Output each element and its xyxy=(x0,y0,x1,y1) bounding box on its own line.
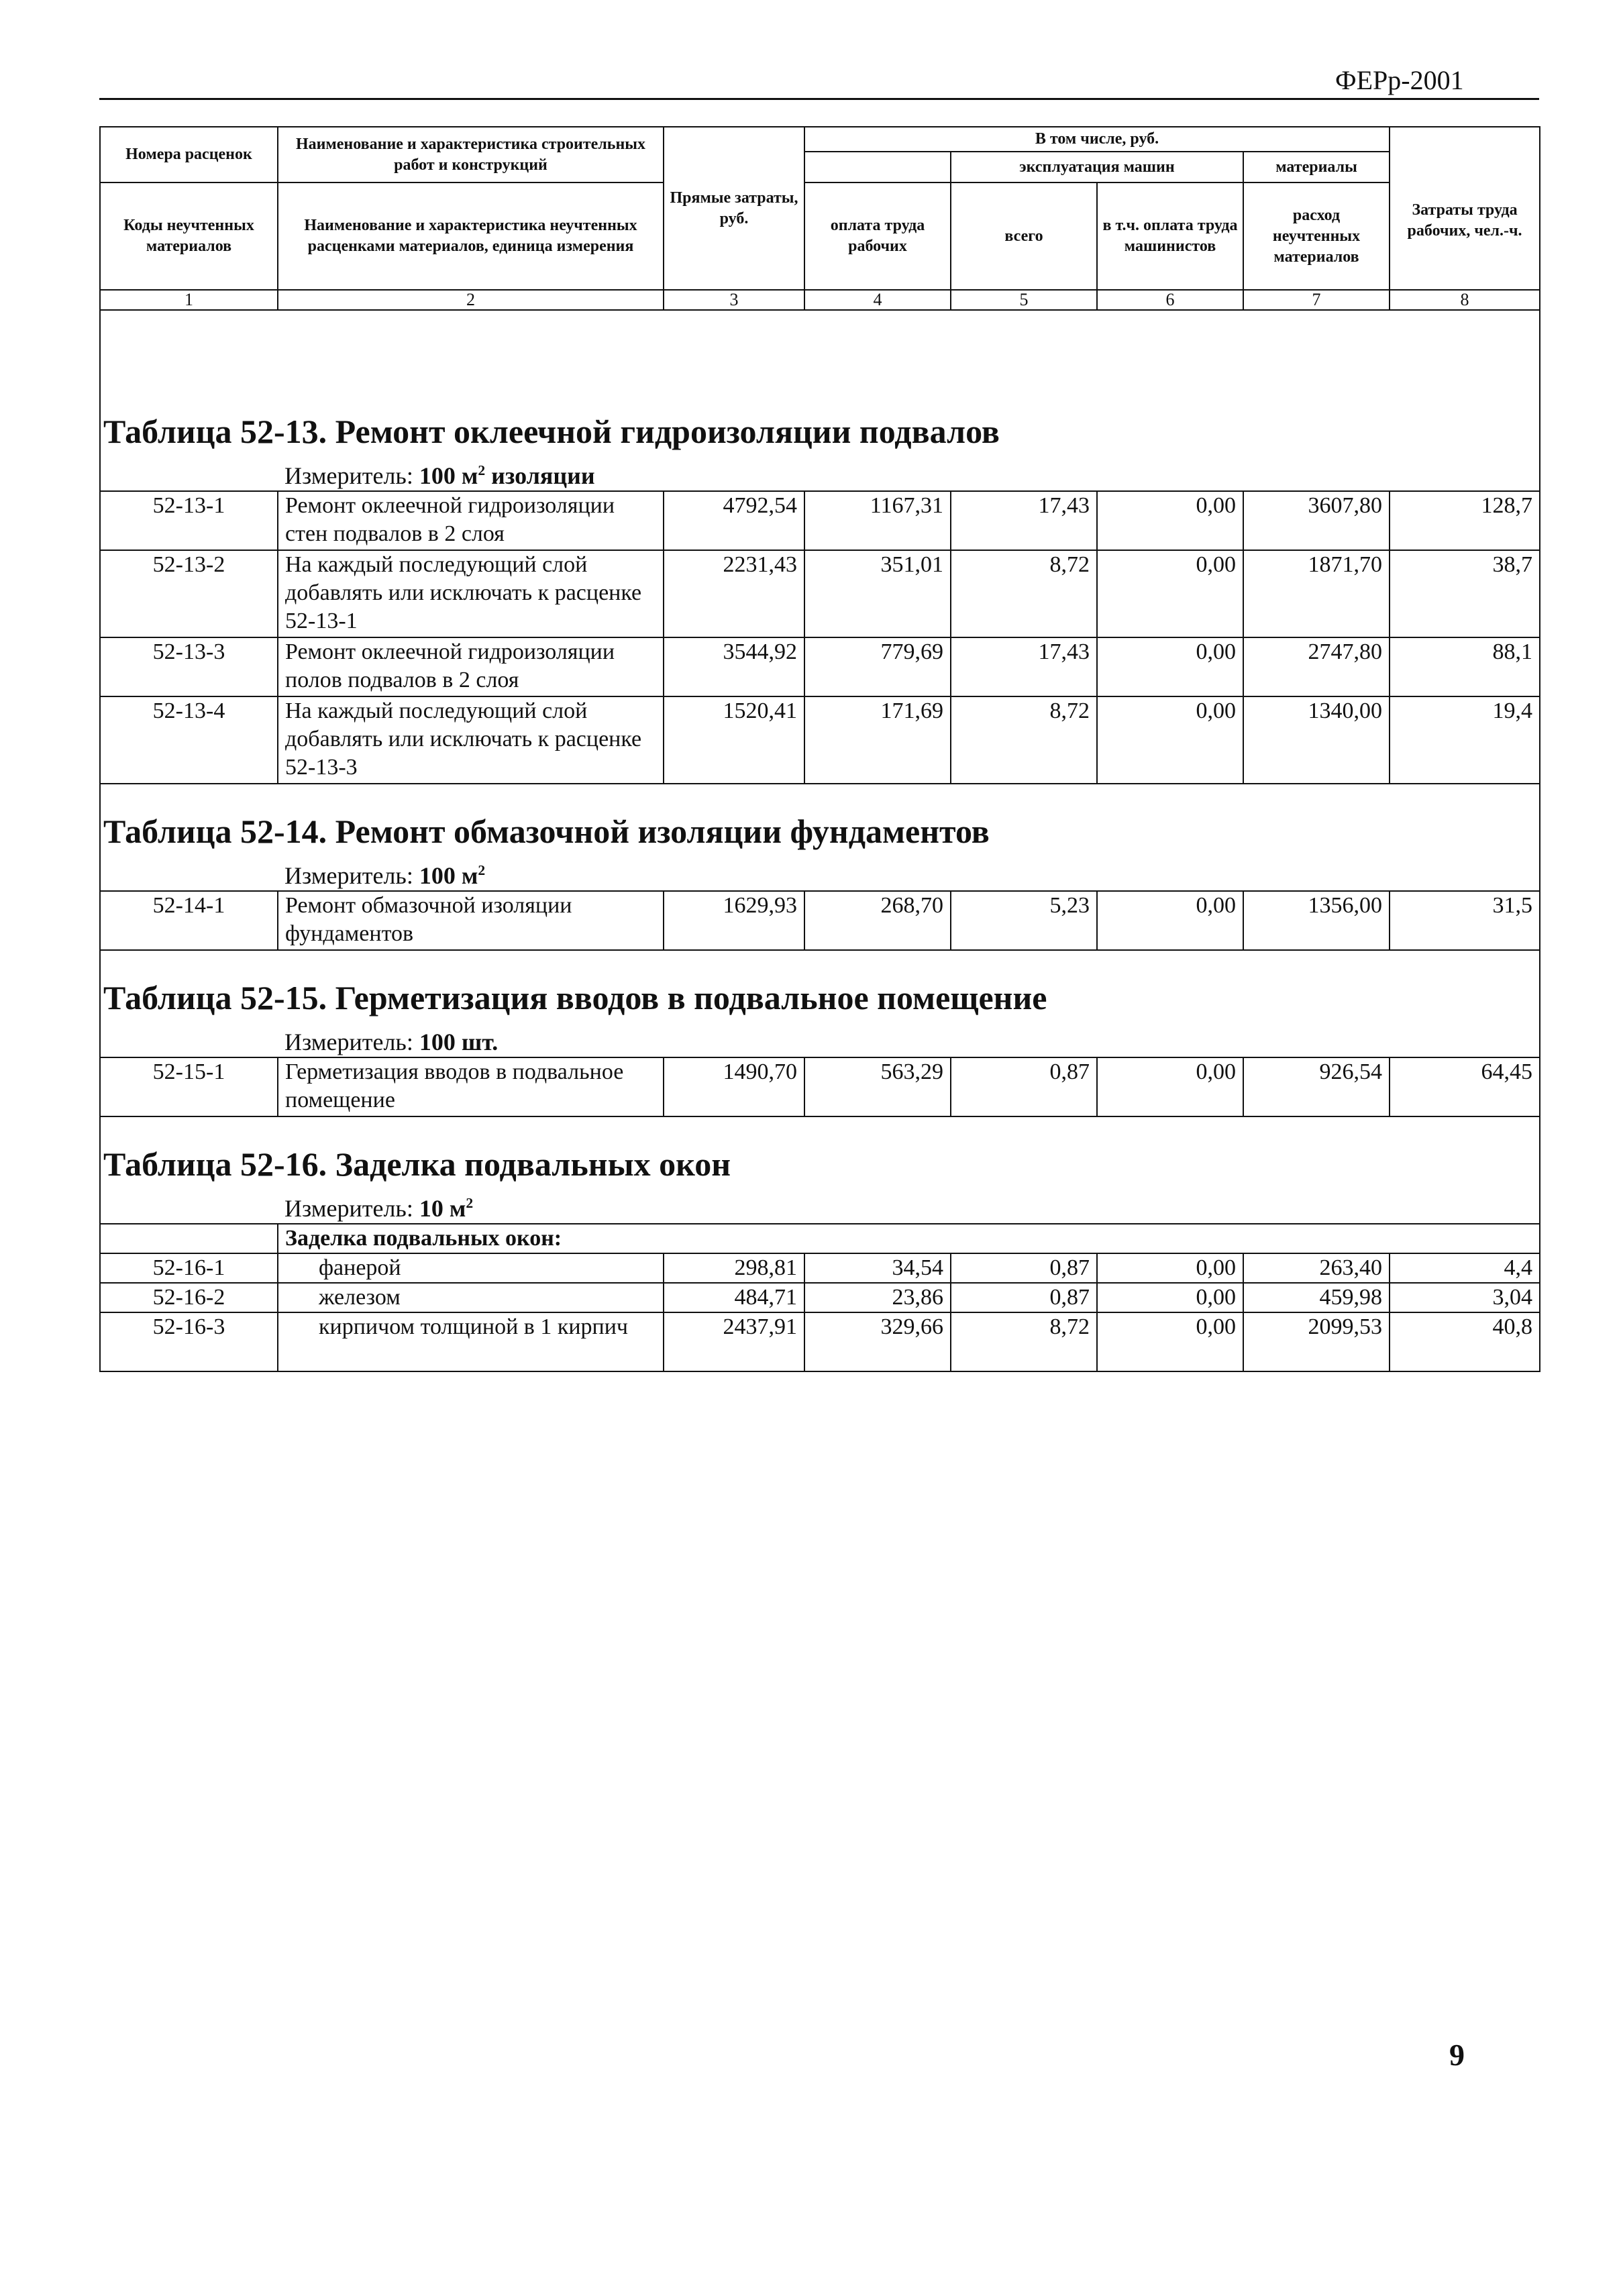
value-c3: 1629,93 xyxy=(664,891,804,950)
value-c6: 0,00 xyxy=(1097,1312,1243,1371)
unit-superscript: 2 xyxy=(478,462,486,478)
value-c6: 0,00 xyxy=(1097,891,1243,950)
value-c4: 171,69 xyxy=(804,696,951,784)
work-name: Ремонт оклеечной гидроизоляции стен подвалов в 2 слоя xyxy=(278,491,664,550)
work-name: кирпичом толщиной в 1 кирпич xyxy=(278,1312,664,1371)
header-col3: Прямые затраты, руб. xyxy=(664,127,804,290)
value-c4: 34,54 xyxy=(804,1253,951,1283)
value-c3: 3544,92 xyxy=(664,637,804,696)
value-c5: 0,87 xyxy=(951,1283,1097,1312)
work-name: железом xyxy=(278,1283,664,1312)
value-c4: 1167,31 xyxy=(804,491,951,550)
value-c3: 1490,70 xyxy=(664,1057,804,1116)
col-number: 2 xyxy=(278,290,664,310)
unit-superscript: 2 xyxy=(466,1195,474,1211)
value-c4: 23,86 xyxy=(804,1283,951,1312)
value-c5: 8,72 xyxy=(951,696,1097,784)
work-name: фанерой xyxy=(278,1253,664,1283)
rate-code: 52-16-2 xyxy=(100,1283,278,1312)
value-c7: 263,40 xyxy=(1243,1253,1390,1283)
table-row xyxy=(100,696,1540,784)
table-row xyxy=(100,637,1540,696)
header-col2-top: Наименование и характеристика строительных работ и конструкций xyxy=(278,127,664,182)
unit-superscript: 2 xyxy=(478,862,486,878)
value-c8: 4,4 xyxy=(1390,1253,1540,1283)
unit-value: 100 м xyxy=(419,462,478,489)
header-col4: оплата труда рабочих xyxy=(804,182,951,290)
col-number: 6 xyxy=(1097,290,1243,310)
header-incl: В том числе, руб. xyxy=(804,127,1390,152)
table-row xyxy=(100,1312,1540,1371)
subheading-row xyxy=(100,1224,1540,1253)
unit-label: Измеритель: xyxy=(284,862,413,889)
rate-code: 52-13-2 xyxy=(100,550,278,637)
value-c3: 484,71 xyxy=(664,1283,804,1312)
work-name: На каждый последующий слой добавлять или исключать к расценке 52-13-3 xyxy=(278,696,664,784)
value-c5: 8,72 xyxy=(951,1312,1097,1371)
col-number: 7 xyxy=(1243,290,1390,310)
value-c8: 19,4 xyxy=(1390,696,1540,784)
header-materials: материалы xyxy=(1243,152,1390,182)
page-number: 9 xyxy=(1449,2038,1465,2072)
value-c7: 1356,00 xyxy=(1243,891,1390,950)
value-c8: 31,5 xyxy=(1390,891,1540,950)
header-rule xyxy=(99,98,1539,100)
value-c7: 1340,00 xyxy=(1243,696,1390,784)
value-c6: 0,00 xyxy=(1097,550,1243,637)
col-number: 8 xyxy=(1390,290,1540,310)
value-c4: 779,69 xyxy=(804,637,951,696)
rate-code: 52-16-3 xyxy=(100,1312,278,1371)
value-c8: 40,8 xyxy=(1390,1312,1540,1371)
rate-code: 52-14-1 xyxy=(100,891,278,950)
unit-row xyxy=(100,1018,1540,1057)
column-numbers-row xyxy=(100,290,1540,310)
value-c4: 563,29 xyxy=(804,1057,951,1116)
value-c3: 2437,91 xyxy=(664,1312,804,1371)
value-c8: 3,04 xyxy=(1390,1283,1540,1312)
section-title: Таблица 52-13. Ремонт оклеечной гидроизоляции подвалов xyxy=(103,413,1000,450)
work-name: Герметизация вводов в подвальное помещение xyxy=(278,1057,664,1116)
value-c5: 0,87 xyxy=(951,1253,1097,1283)
value-c3: 1520,41 xyxy=(664,696,804,784)
unit-label: Измеритель: xyxy=(284,1195,413,1222)
value-c4: 268,70 xyxy=(804,891,951,950)
unit-line xyxy=(284,1194,1532,1223)
rate-code: 52-13-1 xyxy=(100,491,278,550)
unit-row xyxy=(100,1184,1540,1224)
value-c7: 459,98 xyxy=(1243,1283,1390,1312)
value-c8: 88,1 xyxy=(1390,637,1540,696)
value-c6: 0,00 xyxy=(1097,637,1243,696)
table-row xyxy=(100,1057,1540,1116)
unit-label: Измеритель: xyxy=(284,462,413,489)
rate-code: 52-16-1 xyxy=(100,1253,278,1283)
value-c6: 0,00 xyxy=(1097,696,1243,784)
value-c4: 351,01 xyxy=(804,550,951,637)
work-name: На каждый последующий слой добавлять или исключать к расценке 52-13-1 xyxy=(278,550,664,637)
col-number: 5 xyxy=(951,290,1097,310)
value-c8: 128,7 xyxy=(1390,491,1540,550)
header-col1-top: Номера расценок xyxy=(100,127,278,182)
unit-line xyxy=(284,1027,1532,1057)
table-row xyxy=(100,550,1540,637)
value-c3: 4792,54 xyxy=(664,491,804,550)
unit-value: 100 м xyxy=(419,862,478,889)
table-row xyxy=(100,891,1540,950)
col-number: 3 xyxy=(664,290,804,310)
section-title: Таблица 52-16. Заделка подвальных окон xyxy=(103,1145,731,1183)
table-row xyxy=(100,491,1540,550)
value-c6: 0,00 xyxy=(1097,1253,1243,1283)
value-c6: 0,00 xyxy=(1097,1283,1243,1312)
table-row xyxy=(100,1283,1540,1312)
table-row xyxy=(100,1253,1540,1283)
rate-code: 52-15-1 xyxy=(100,1057,278,1116)
section-title-row xyxy=(100,310,1540,452)
unit-row xyxy=(100,452,1540,491)
header-col8: Затраты труда рабочих, чел.-ч. xyxy=(1390,152,1540,290)
rate-code: 52-13-3 xyxy=(100,637,278,696)
section-title: Таблица 52-15. Герметизация вводов в подвальное помещение xyxy=(103,979,1047,1016)
value-c6: 0,00 xyxy=(1097,491,1243,550)
header-col7: расход неучтенных материалов xyxy=(1243,182,1390,290)
value-c5: 17,43 xyxy=(951,637,1097,696)
work-name: Ремонт обмазочной изоляции фундаментов xyxy=(278,891,664,950)
value-c5: 8,72 xyxy=(951,550,1097,637)
rates-table xyxy=(99,126,1540,1372)
header-col2-bottom: Наименование и характеристика неучтенных расценками материалов, единица измерения xyxy=(278,182,664,290)
value-c7: 3607,80 xyxy=(1243,491,1390,550)
col-number: 1 xyxy=(100,290,278,310)
value-c8: 38,7 xyxy=(1390,550,1540,637)
unit-suffix: изоляции xyxy=(485,462,595,489)
section-title-row xyxy=(100,784,1540,851)
subheading: Заделка подвальных окон: xyxy=(285,1226,562,1251)
unit-line xyxy=(284,861,1532,890)
value-c5: 0,87 xyxy=(951,1057,1097,1116)
value-c5: 5,23 xyxy=(951,891,1097,950)
value-c4: 329,66 xyxy=(804,1312,951,1371)
unit-value: 10 м xyxy=(419,1195,466,1222)
header-machines: эксплуатация машин xyxy=(951,152,1243,182)
value-c7: 926,54 xyxy=(1243,1057,1390,1116)
value-c7: 2099,53 xyxy=(1243,1312,1390,1371)
value-c8: 64,45 xyxy=(1390,1057,1540,1116)
header-col5: всего xyxy=(951,182,1097,290)
section-title: Таблица 52-14. Ремонт обмазочной изоляции фундаментов xyxy=(103,813,990,850)
work-name: Ремонт оклеечной гидроизоляции полов подвалов в 2 слоя xyxy=(278,637,664,696)
value-c3: 298,81 xyxy=(664,1253,804,1283)
unit-label: Измеритель: xyxy=(284,1029,413,1055)
section-title-row xyxy=(100,950,1540,1018)
value-c7: 1871,70 xyxy=(1243,550,1390,637)
value-c3: 2231,43 xyxy=(664,550,804,637)
unit-row xyxy=(100,851,1540,891)
value-c5: 17,43 xyxy=(951,491,1097,550)
value-c7: 2747,80 xyxy=(1243,637,1390,696)
value-c6: 0,00 xyxy=(1097,1057,1243,1116)
col-number: 4 xyxy=(804,290,951,310)
header-col1-bottom: Коды неучтенных материалов xyxy=(100,182,278,290)
unit-value: 100 шт. xyxy=(419,1029,499,1055)
rate-code: 52-13-4 xyxy=(100,696,278,784)
unit-line xyxy=(284,461,1532,490)
document-code: ФЕРр-2001 xyxy=(1335,65,1464,95)
header-col6: в т.ч. оплата труда машинистов xyxy=(1097,182,1243,290)
section-title-row xyxy=(100,1116,1540,1184)
